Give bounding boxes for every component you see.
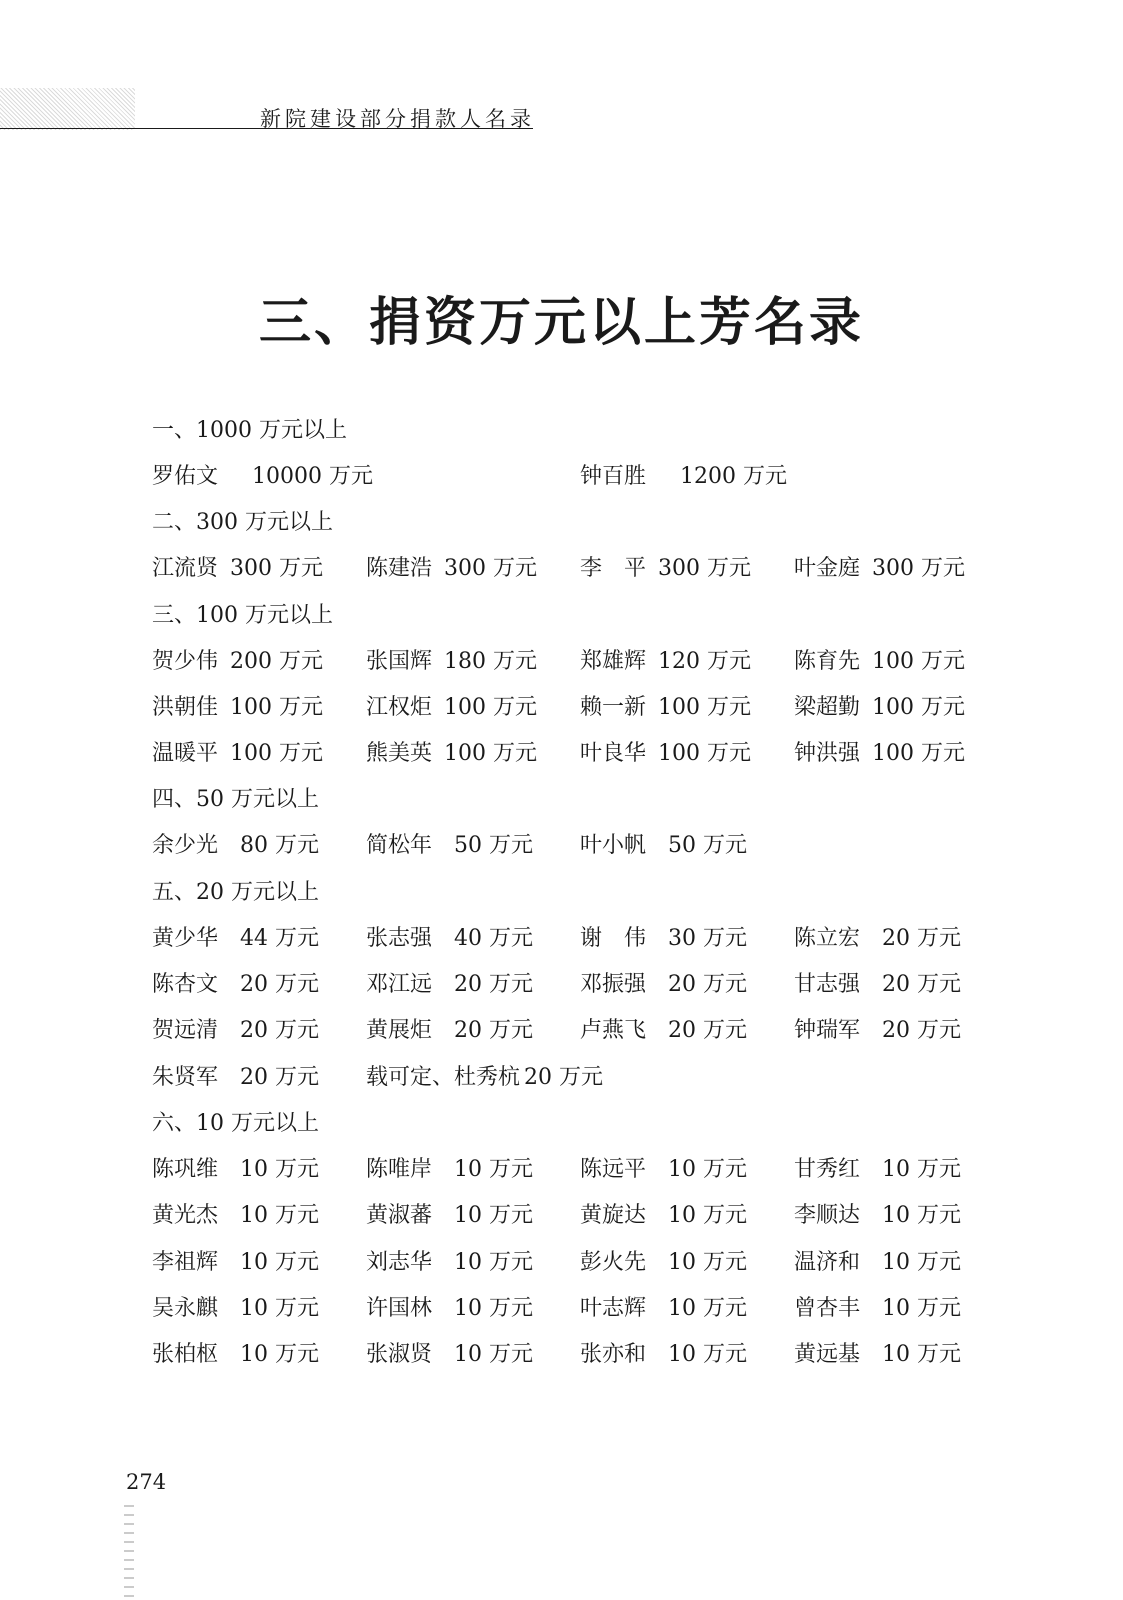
donor-name: 陈育先 [794, 648, 861, 674]
donor-entry [152, 823, 319, 869]
donation-amount: 10 万元 [668, 1249, 748, 1275]
donor-entry [580, 823, 747, 869]
donor-row [152, 1193, 992, 1239]
donor-name: 陈立宏 [794, 925, 861, 951]
donor-name: 曾杏丰 [794, 1295, 861, 1321]
donation-amount: 100 万元 [230, 694, 324, 720]
donor-entry [794, 639, 965, 685]
donation-amount: 1200 万元 [680, 464, 787, 489]
donor-entry [152, 454, 373, 500]
donation-amount: 10 万元 [454, 1249, 534, 1275]
donation-amount: 10 万元 [882, 1156, 962, 1182]
donor-name: 黄少华 [152, 925, 219, 951]
donor-entry [152, 685, 323, 731]
donor-list [152, 408, 992, 1378]
donor-name: 张志强 [366, 925, 433, 951]
donor-entry [366, 1147, 533, 1193]
donor-name: 张国辉 [366, 648, 433, 674]
donor-row [152, 1055, 992, 1101]
donor-entry [152, 1240, 319, 1286]
donor-entry [152, 546, 323, 592]
donor-name: 张淑贤 [366, 1342, 433, 1368]
donation-amount: 120 万元 [658, 648, 752, 674]
section-heading: 三、100 万元以上 [152, 602, 333, 628]
donor-name: 朱贤军 [152, 1064, 219, 1090]
donor-name: 贺远清 [152, 1018, 219, 1044]
donor-row [152, 1240, 992, 1286]
donation-amount: 300 万元 [230, 556, 324, 582]
donor-entry [366, 546, 537, 592]
donor-name: 黄远基 [794, 1342, 861, 1368]
donation-amount: 10 万元 [668, 1156, 748, 1182]
donation-amount: 10 万元 [240, 1249, 320, 1275]
donor-name: 叶良华 [580, 741, 647, 767]
donation-amount: 10 万元 [454, 1203, 534, 1229]
donor-entry [366, 1332, 533, 1378]
donor-entry [366, 1286, 533, 1332]
donor-name: 甘秀红 [794, 1156, 861, 1182]
donor-entry [794, 1240, 961, 1286]
donor-entry [794, 1193, 961, 1239]
donation-amount: 100 万元 [444, 741, 538, 767]
donor-entry [794, 916, 961, 962]
donor-entry [794, 1008, 961, 1054]
donation-amount: 100 万元 [658, 741, 752, 767]
donor-section [152, 870, 992, 1101]
donation-amount: 10 万元 [882, 1203, 962, 1229]
donor-name: 黄淑蕃 [366, 1203, 433, 1229]
donor-name: 许国林 [366, 1295, 433, 1321]
donor-name: 罗佑文 [152, 464, 219, 489]
donation-amount: 20 万元 [454, 1018, 534, 1044]
donor-name: 黄展炬 [366, 1018, 433, 1044]
donation-amount: 10 万元 [454, 1342, 534, 1368]
donor-name: 陈杏文 [152, 972, 219, 998]
donation-amount: 20 万元 [882, 925, 962, 951]
donor-name: 甘志强 [794, 972, 861, 998]
donor-name: 郑雄辉 [580, 648, 647, 674]
donation-amount: 20 万元 [668, 972, 748, 998]
donor-entry [366, 823, 533, 869]
donation-amount: 10 万元 [240, 1295, 320, 1321]
donor-entry [366, 639, 537, 685]
donor-name: 张亦和 [580, 1342, 647, 1368]
donor-section [152, 1101, 992, 1378]
donor-name: 钟瑞军 [794, 1018, 861, 1044]
donation-amount: 100 万元 [872, 741, 966, 767]
page-number: 274 [126, 1470, 167, 1494]
donation-amount: 20 万元 [882, 1018, 962, 1044]
donation-amount: 40 万元 [454, 925, 534, 951]
donor-name: 彭火先 [580, 1249, 647, 1275]
header-rule [0, 128, 533, 129]
donation-amount: 300 万元 [872, 556, 966, 582]
section-heading: 五、20 万元以上 [152, 879, 319, 905]
donor-name: 赖一新 [580, 694, 647, 720]
donor-name: 江权炬 [366, 694, 433, 720]
donor-entry [580, 454, 787, 500]
donation-amount: 10 万元 [454, 1156, 534, 1182]
donor-entry [152, 1193, 319, 1239]
donor-name: 洪朝佳 [152, 694, 219, 720]
donation-amount: 100 万元 [658, 694, 752, 720]
donor-name: 陈唯岸 [366, 1156, 433, 1182]
donor-name: 叶志辉 [580, 1295, 647, 1321]
donor-entry [366, 1240, 533, 1286]
running-header: 新院建设部分捐款人名录 [260, 107, 535, 131]
section-heading: 一、1000 万元以上 [152, 418, 347, 443]
donation-amount: 10 万元 [882, 1342, 962, 1368]
donor-entry [152, 916, 319, 962]
donation-amount: 200 万元 [230, 648, 324, 674]
donor-row [152, 731, 992, 777]
donation-amount: 10 万元 [668, 1203, 748, 1229]
donor-name: 刘志华 [366, 1249, 433, 1275]
donation-amount: 10 万元 [668, 1295, 748, 1321]
donor-name: 谢 伟 [580, 925, 647, 951]
donor-name: 温济和 [794, 1249, 861, 1275]
donation-amount: 20 万元 [240, 1018, 320, 1044]
donor-entry [366, 1055, 603, 1101]
donor-name: 陈巩维 [152, 1156, 219, 1182]
donor-row [152, 916, 992, 962]
donation-amount: 50 万元 [454, 833, 534, 859]
donation-amount: 10 万元 [240, 1156, 320, 1182]
donor-row [152, 685, 992, 731]
donor-name: 陈远平 [580, 1156, 647, 1182]
donation-amount: 20 万元 [240, 972, 320, 998]
donation-amount: 20 万元 [454, 972, 534, 998]
donation-amount: 10 万元 [240, 1203, 320, 1229]
donor-name: 李祖辉 [152, 1249, 219, 1275]
donor-entry [794, 1332, 961, 1378]
donor-name: 熊美英 [366, 741, 433, 767]
donor-entry [580, 1332, 747, 1378]
donation-amount: 44 万元 [240, 925, 320, 951]
donor-name: 钟百胜 [580, 464, 647, 489]
donor-entry [366, 916, 533, 962]
donation-amount: 10 万元 [240, 1342, 320, 1368]
donor-name: 吴永麒 [152, 1295, 219, 1321]
section-heading: 二、300 万元以上 [152, 510, 333, 536]
donor-row [152, 639, 992, 685]
donor-name: 温暖平 [152, 741, 219, 767]
donor-entry [580, 731, 751, 777]
donor-name: 张柏枢 [152, 1342, 219, 1368]
donor-row [152, 546, 992, 592]
donor-section [152, 593, 992, 778]
donor-entry [580, 1240, 747, 1286]
donor-entry [152, 1332, 319, 1378]
donor-name: 简松年 [366, 833, 433, 859]
donor-name: 黄光杰 [152, 1203, 219, 1229]
donor-entry [152, 731, 323, 777]
scan-artifact [0, 88, 135, 130]
donor-entry [794, 962, 961, 1008]
donation-amount: 10 万元 [882, 1295, 962, 1321]
donor-name: 载可定、杜秀杭 [366, 1064, 521, 1090]
donor-row [152, 962, 992, 1008]
donor-entry [580, 916, 747, 962]
donor-name: 梁超勤 [794, 694, 861, 720]
donor-entry [366, 731, 537, 777]
donation-amount: 20 万元 [240, 1064, 320, 1090]
donation-amount: 100 万元 [444, 694, 538, 720]
donor-entry [152, 1147, 319, 1193]
donor-entry [580, 1147, 747, 1193]
donor-entry [366, 685, 537, 731]
donor-entry [794, 1286, 961, 1332]
donor-entry [366, 962, 533, 1008]
donation-amount: 100 万元 [872, 648, 966, 674]
donor-entry [152, 639, 323, 685]
donor-section [152, 777, 992, 869]
section-heading: 六、10 万元以上 [152, 1110, 319, 1136]
donation-amount: 300 万元 [658, 556, 752, 582]
donor-entry [580, 1193, 747, 1239]
donation-amount: 10000 万元 [252, 464, 373, 489]
donor-entry [794, 731, 965, 777]
donor-name: 贺少伟 [152, 648, 219, 674]
donor-name: 陈建浩 [366, 556, 433, 582]
donation-amount: 300 万元 [444, 556, 538, 582]
donor-entry [366, 1008, 533, 1054]
donor-row [152, 1147, 992, 1193]
donation-amount: 10 万元 [454, 1295, 534, 1321]
scan-artifact-dots [124, 1505, 134, 1600]
donation-amount: 80 万元 [240, 833, 320, 859]
donor-entry [580, 1008, 747, 1054]
donor-name: 卢燕飞 [580, 1018, 647, 1044]
donor-name: 李 平 [580, 556, 647, 582]
donation-amount: 10 万元 [882, 1249, 962, 1275]
donor-entry [794, 685, 965, 731]
donor-row [152, 823, 992, 869]
donation-amount: 30 万元 [668, 925, 748, 951]
donor-section [152, 408, 992, 500]
donor-entry [152, 1286, 319, 1332]
donor-entry [580, 639, 751, 685]
donor-row [152, 454, 992, 500]
donor-entry [580, 1286, 747, 1332]
section-heading: 四、50 万元以上 [152, 787, 319, 813]
donor-entry [794, 546, 965, 592]
donor-name: 江流贤 [152, 556, 219, 582]
page-title: 三、捐资万元以上芳名录 [258, 292, 864, 353]
donor-entry [152, 1055, 319, 1101]
donor-name: 余少光 [152, 833, 219, 859]
donation-amount: 180 万元 [444, 648, 538, 674]
donor-row [152, 1286, 992, 1332]
donation-amount: 50 万元 [668, 833, 748, 859]
donor-entry [794, 1147, 961, 1193]
donor-name: 李顺达 [794, 1203, 861, 1229]
donor-section [152, 500, 992, 592]
donation-amount: 20 万元 [882, 972, 962, 998]
donor-entry [152, 962, 319, 1008]
donor-entry [580, 685, 751, 731]
donor-entry [152, 1008, 319, 1054]
donation-amount: 100 万元 [872, 694, 966, 720]
donation-amount: 10 万元 [668, 1342, 748, 1368]
donor-entry [580, 962, 747, 1008]
donor-name: 邓江远 [366, 972, 433, 998]
donor-name: 叶小帆 [580, 833, 647, 859]
donor-row [152, 1008, 992, 1054]
donation-amount: 20 万元 [668, 1018, 748, 1044]
donation-amount: 100 万元 [230, 741, 324, 767]
donor-name: 黄旋达 [580, 1203, 647, 1229]
donor-name: 钟洪强 [794, 741, 861, 767]
donor-entry [366, 1193, 533, 1239]
donor-entry [580, 546, 751, 592]
donation-amount: 20 万元 [524, 1064, 604, 1090]
donor-name: 邓振强 [580, 972, 647, 998]
donor-row [152, 1332, 992, 1378]
donor-name: 叶金庭 [794, 556, 861, 582]
